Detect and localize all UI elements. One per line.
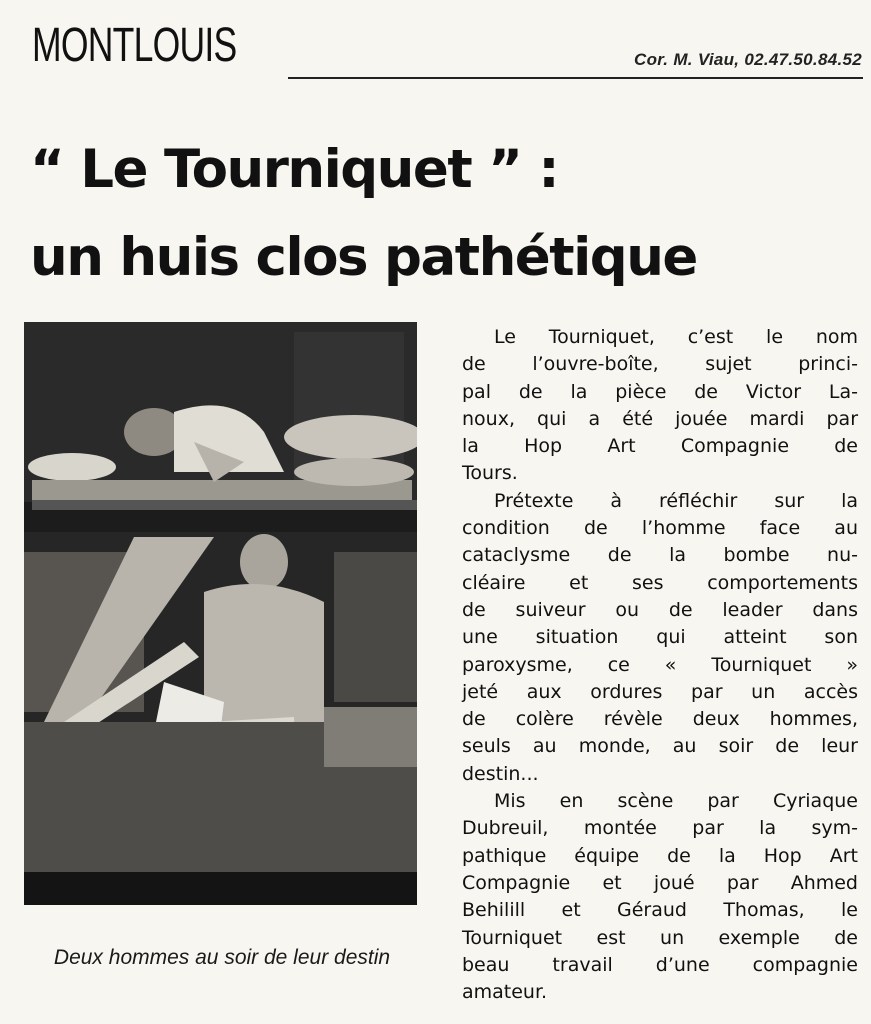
text-line: Le Tourniquet, c’est le nom	[494, 326, 858, 348]
correspondent-contact: Cor. M. Viau, 02.47.50.84.52	[634, 50, 862, 69]
paragraph-2	[462, 488, 858, 788]
text-line: amateur.	[462, 981, 548, 1004]
text-line: beau travail d’une compagnie	[462, 953, 858, 976]
text-line: pal de la pièce de Victor La-	[462, 380, 858, 403]
text-line: pathique équipe de la Hop Art	[462, 844, 858, 867]
article-body	[462, 324, 858, 1006]
text-line: Dubreuil, montée par la sym-	[462, 817, 858, 840]
article-photo	[24, 322, 417, 905]
text-line: la Hop Art Compagnie de	[462, 435, 858, 458]
text-line: Tourniquet est un exemple de	[462, 926, 858, 949]
header-rule	[288, 77, 863, 79]
text-line: cléaire et ses comportements	[462, 571, 858, 594]
text-line: Mis en scène par Cyriaque	[494, 790, 858, 813]
text-line: noux, qui a été jouée mardi par	[462, 407, 858, 430]
text-line: de suiveur ou de leader dans	[462, 598, 858, 621]
text-line: Compagnie et joué par Ahmed	[462, 871, 858, 894]
photo-caption: Deux hommes au soir de leur destin	[53, 946, 391, 969]
headline	[30, 126, 860, 302]
text-line: Behilill et Géraud Thomas, le	[462, 899, 858, 922]
paragraph-3	[462, 788, 858, 1006]
text-line: Prétexte à réfléchir sur la	[494, 489, 858, 512]
text-line: Tours.	[462, 462, 518, 485]
text-line: de colère révèle deux hommes,	[462, 708, 858, 731]
section-rubric: MONTLOUIS	[32, 19, 237, 72]
text-line: condition de l’homme face au	[462, 517, 858, 540]
text-line: seuls au monde, au soir de leur	[462, 735, 858, 758]
paragraph-1	[462, 324, 858, 488]
text-line: cataclysme de la bombe nu-	[462, 544, 858, 567]
text-line: une situation qui atteint son	[462, 626, 858, 649]
text-line: jeté aux ordures par un accès	[462, 680, 858, 703]
text-line: destin...	[462, 762, 539, 785]
text-line: de l’ouvre-boîte, sujet princi-	[462, 353, 858, 376]
headline-line-2: un huis clos pathétique	[30, 227, 697, 288]
headline-line-1: “ Le Tourniquet ” :	[30, 139, 559, 200]
text-line: paroxysme, ce « Tourniquet »	[462, 653, 858, 676]
